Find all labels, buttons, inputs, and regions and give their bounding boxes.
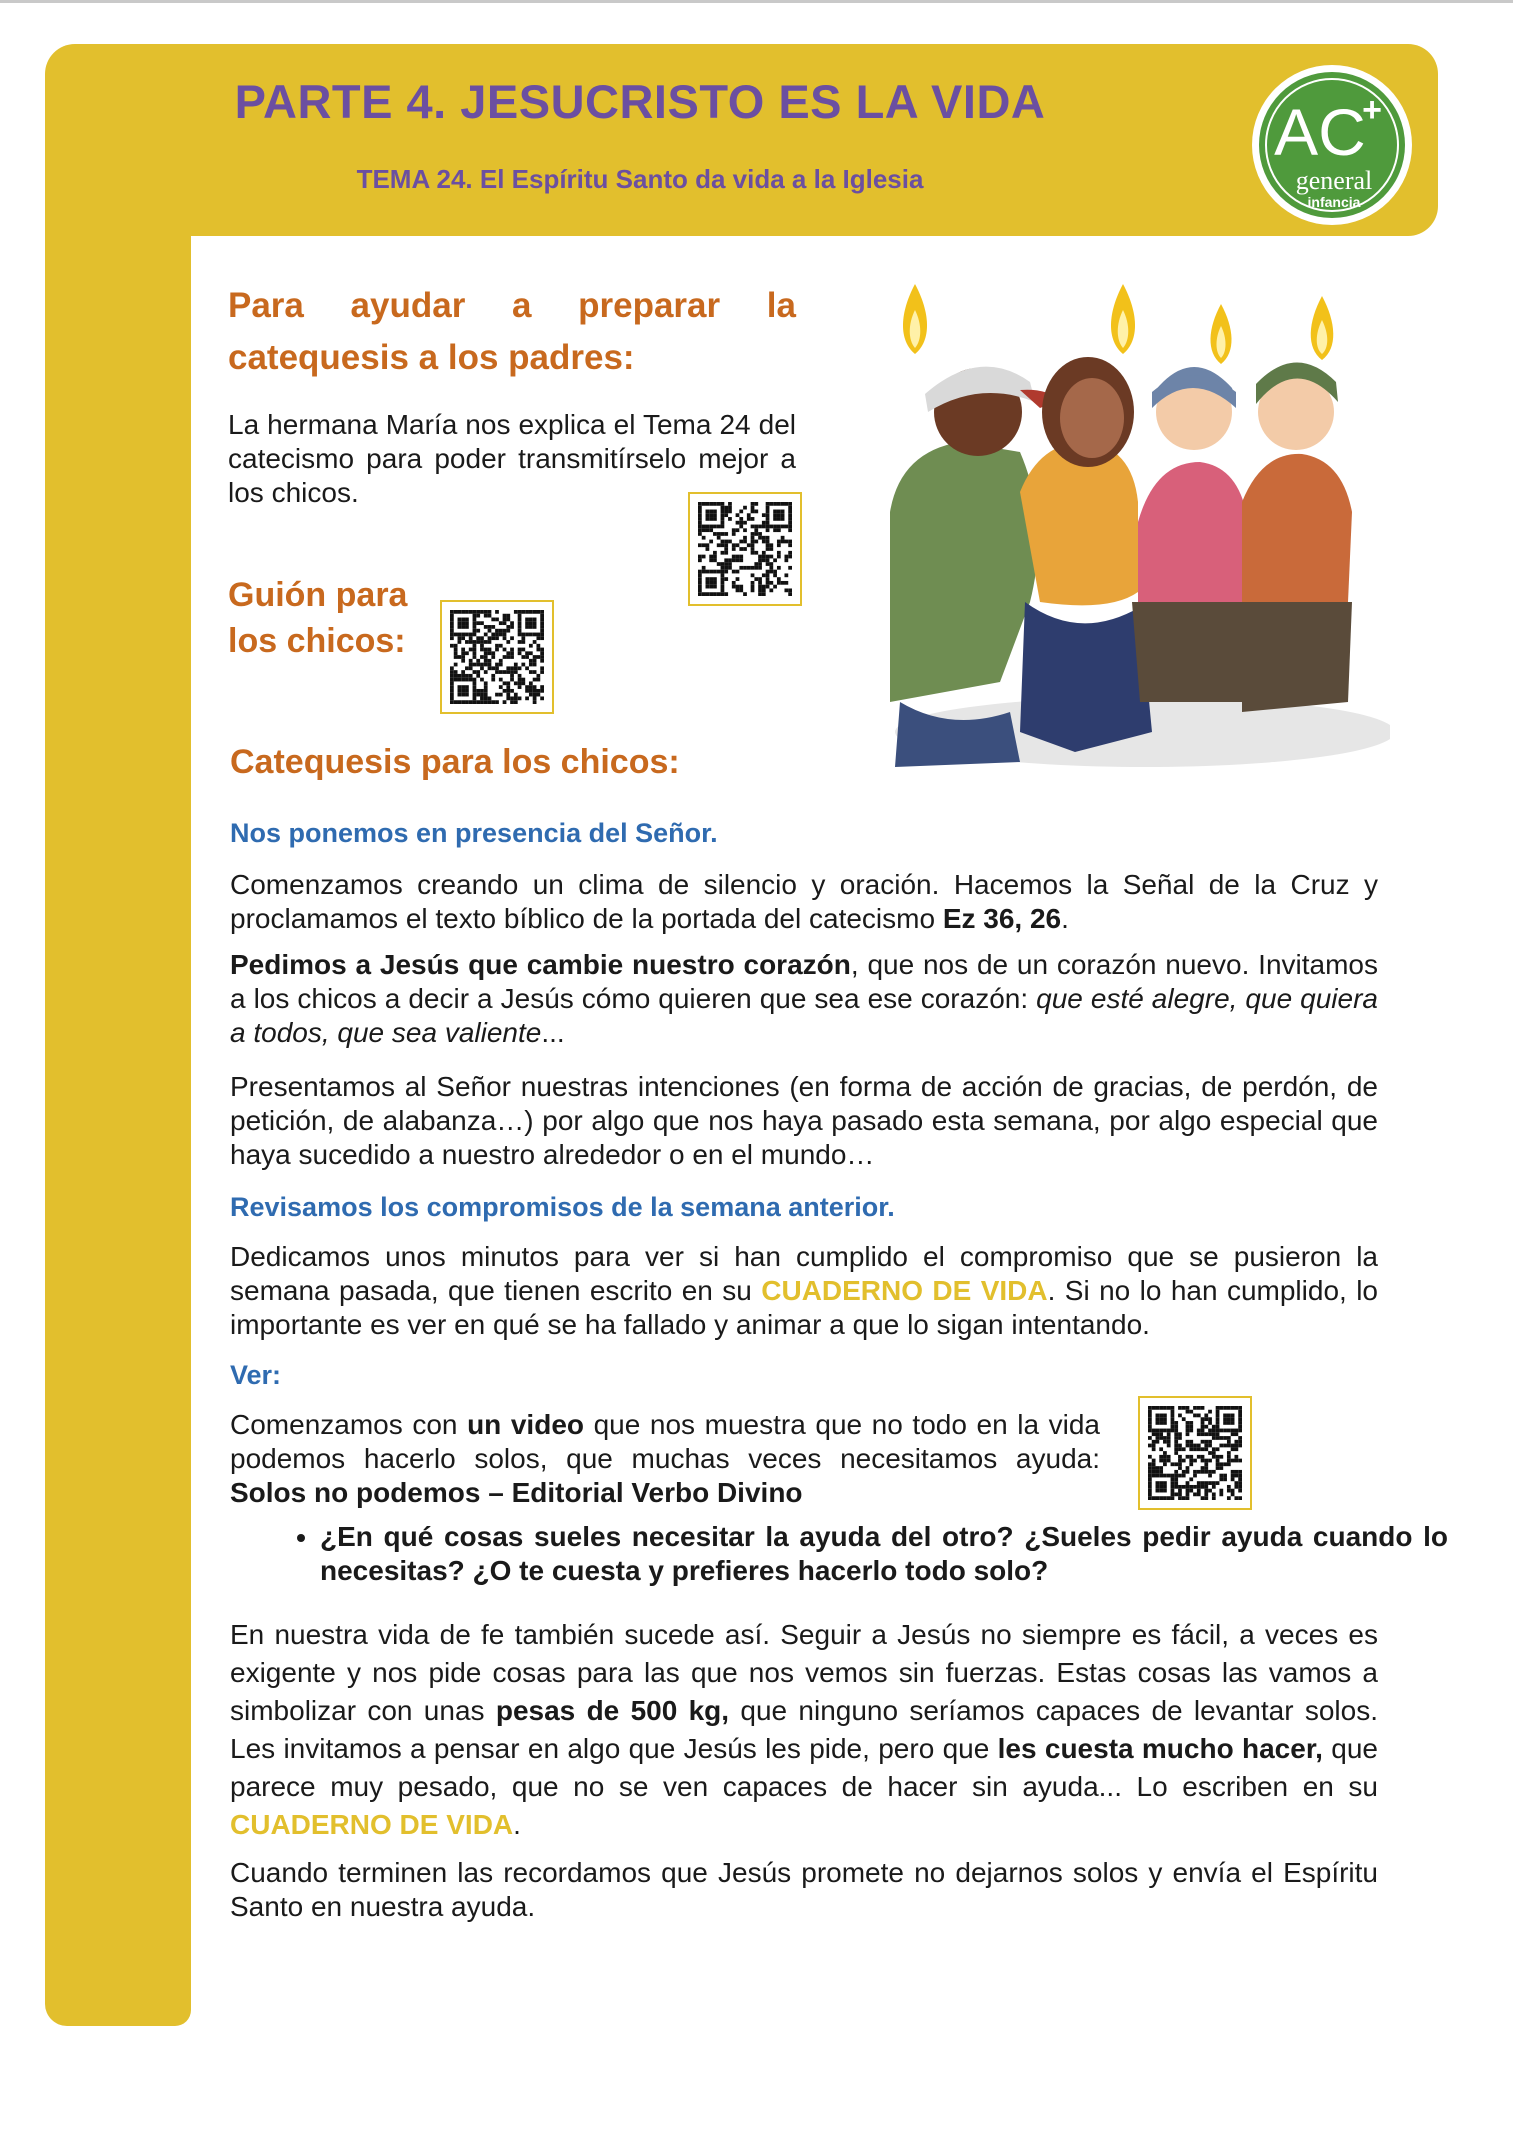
compromisos-text1: Dedicamos unos minutos para ver si han cumplido el compromiso que se pusieron la semana pasada, que tienen escrito en su [230, 1241, 1378, 1306]
cuaderno-highlight: CUADERNO DE VIDA [761, 1275, 1048, 1306]
question-item: • ¿En qué cosas sueles necesitar la ayuda del otro? ¿Sueles pedir ayuda cuando lo necesitas? ¿O te cuesta y prefieres hacerlo todo solo? [320, 1520, 1448, 1588]
presencia-p2-bold: Pedimos a Jesús que cambie nuestro corazón [230, 949, 851, 980]
presencia-heading: Nos ponemos en presencia del Señor. [230, 818, 718, 848]
qr-code-icon [690, 494, 800, 604]
flame-icon [903, 284, 927, 354]
qr-code-icon [442, 602, 552, 712]
question-list [250, 1520, 1448, 1588]
logo-line2: infancia [1307, 194, 1361, 210]
flame-icon [1210, 304, 1231, 364]
ver-text1: Comenzamos con [230, 1409, 468, 1440]
guion-heading [228, 572, 468, 664]
catequesis-heading: Catequesis para los chicos: [230, 743, 680, 781]
logo-mark: AC [1274, 95, 1366, 169]
page-title: PARTE 4. JESUCRISTO ES LA VIDA [234, 75, 1046, 128]
top-rule [0, 0, 1513, 3]
logo-line1: general [1295, 166, 1373, 195]
cuaderno-highlight: CUADERNO DE VIDA [230, 1809, 514, 1840]
ver-paragraph-2 [230, 1616, 1378, 1844]
compromisos-heading: Revisamos los compromisos de la semana anterior. [230, 1192, 895, 1222]
page-subtitle: TEMA 24. El Espíritu Santo da vida a la Iglesia [356, 164, 924, 194]
presencia-p1-end: . [1061, 903, 1069, 934]
parents-text: La hermana María nos explica el Tema 24 del catecismo para poder transmitírselo mejor a los chicos. [228, 409, 796, 508]
qr-code-icon [1140, 1398, 1250, 1508]
ac-logo [1250, 63, 1415, 228]
qr-code-parents[interactable] [688, 492, 802, 606]
parents-heading: Para ayudar a preparar la catequesis a los padres: [228, 286, 796, 377]
side-band [45, 200, 191, 2026]
header-band [45, 44, 1438, 236]
guion-heading-line2: los chicos: [228, 622, 406, 660]
qr-code-video[interactable] [1138, 1396, 1252, 1510]
presencia-p2-italic: que esté alegre, que quiera a todos, que sea valiente [230, 983, 1378, 1048]
ver-paragraph-1 [230, 1408, 1100, 1510]
presencia-paragraph-2 [230, 948, 1378, 1050]
compromisos-text2: . Si no lo han cumplido, lo importante es ver en qué se ha fallado y animar a que lo sigan intentando. [230, 1275, 1378, 1340]
ver-bold1: un video [467, 1409, 584, 1440]
presencia-p1-ref: Ez 36, 26 [942, 903, 1062, 934]
ver-heading: Ver: [230, 1360, 282, 1390]
compromisos-paragraph [230, 1240, 1378, 1342]
ver-p2-a: En nuestra vida de fe también sucede así. Seguir a Jesús no siempre es fácil, a veces es exigente y nos pide cosas para las que nos vemos sin fuerzas. Estas cosas las vamos a simbolizar con unas [230, 1619, 1378, 1726]
ver-text2: que nos muestra que no todo en la vida podemos hacerlo solos, que muchas veces necesitamos ayuda: [230, 1409, 1100, 1474]
presencia-paragraph-1 [230, 868, 1378, 936]
presencia-p2-end: ... [541, 1017, 565, 1048]
children-pentecost-illustration [870, 262, 1390, 782]
ver-p2-b: que ninguno seríamos capaces de levantar solos. Les invitamos a pensar en algo que Jesús les pide, pero que [230, 1695, 1379, 1764]
guion-heading-line1: Guión para [228, 576, 408, 614]
ver-p2-end: . [513, 1809, 521, 1840]
presencia-p2-text: , que nos de un corazón nuevo. Invitamos a los chicos a decir a Jesús cómo quieren que sea ese corazón: [230, 949, 1378, 1014]
ver-p2-c: que parece muy pesado, que no se ven capaces de hacer sin ayuda... Lo escriben en su [230, 1733, 1378, 1802]
ver-paragraph-3: Cuando terminen las recordamos que Jesús promete no dejarnos solos y envía el Espíritu Santo en nuestra ayuda. [230, 1857, 1378, 1922]
presencia-paragraph-3: Presentamos al Señor nuestras intenciones (en forma de acción de gracias, de perdón, de petición, de alabanza…) por algo que nos haya pasado esta semana, por algo especial que haya sucedido a nuestro alrededor o en el mundo… [230, 1071, 1378, 1170]
presencia-p1-text: Comenzamos creando un clima de silencio y oración. Hacemos la Señal de la Cruz y proclamamos el texto bíblico de la portada del catecismo [230, 869, 1378, 934]
video-title: Solos no podemos – Editorial Verbo Divino [230, 1477, 803, 1508]
flame-icon [1311, 296, 1334, 360]
ver-p2-bold1: pesas de 500 kg, [495, 1695, 730, 1726]
logo-plus: + [1362, 91, 1382, 129]
flame-icon [1111, 284, 1135, 354]
ver-p2-bold2: les cuesta mucho hacer, [997, 1733, 1323, 1764]
qr-code-guion[interactable] [440, 600, 554, 714]
